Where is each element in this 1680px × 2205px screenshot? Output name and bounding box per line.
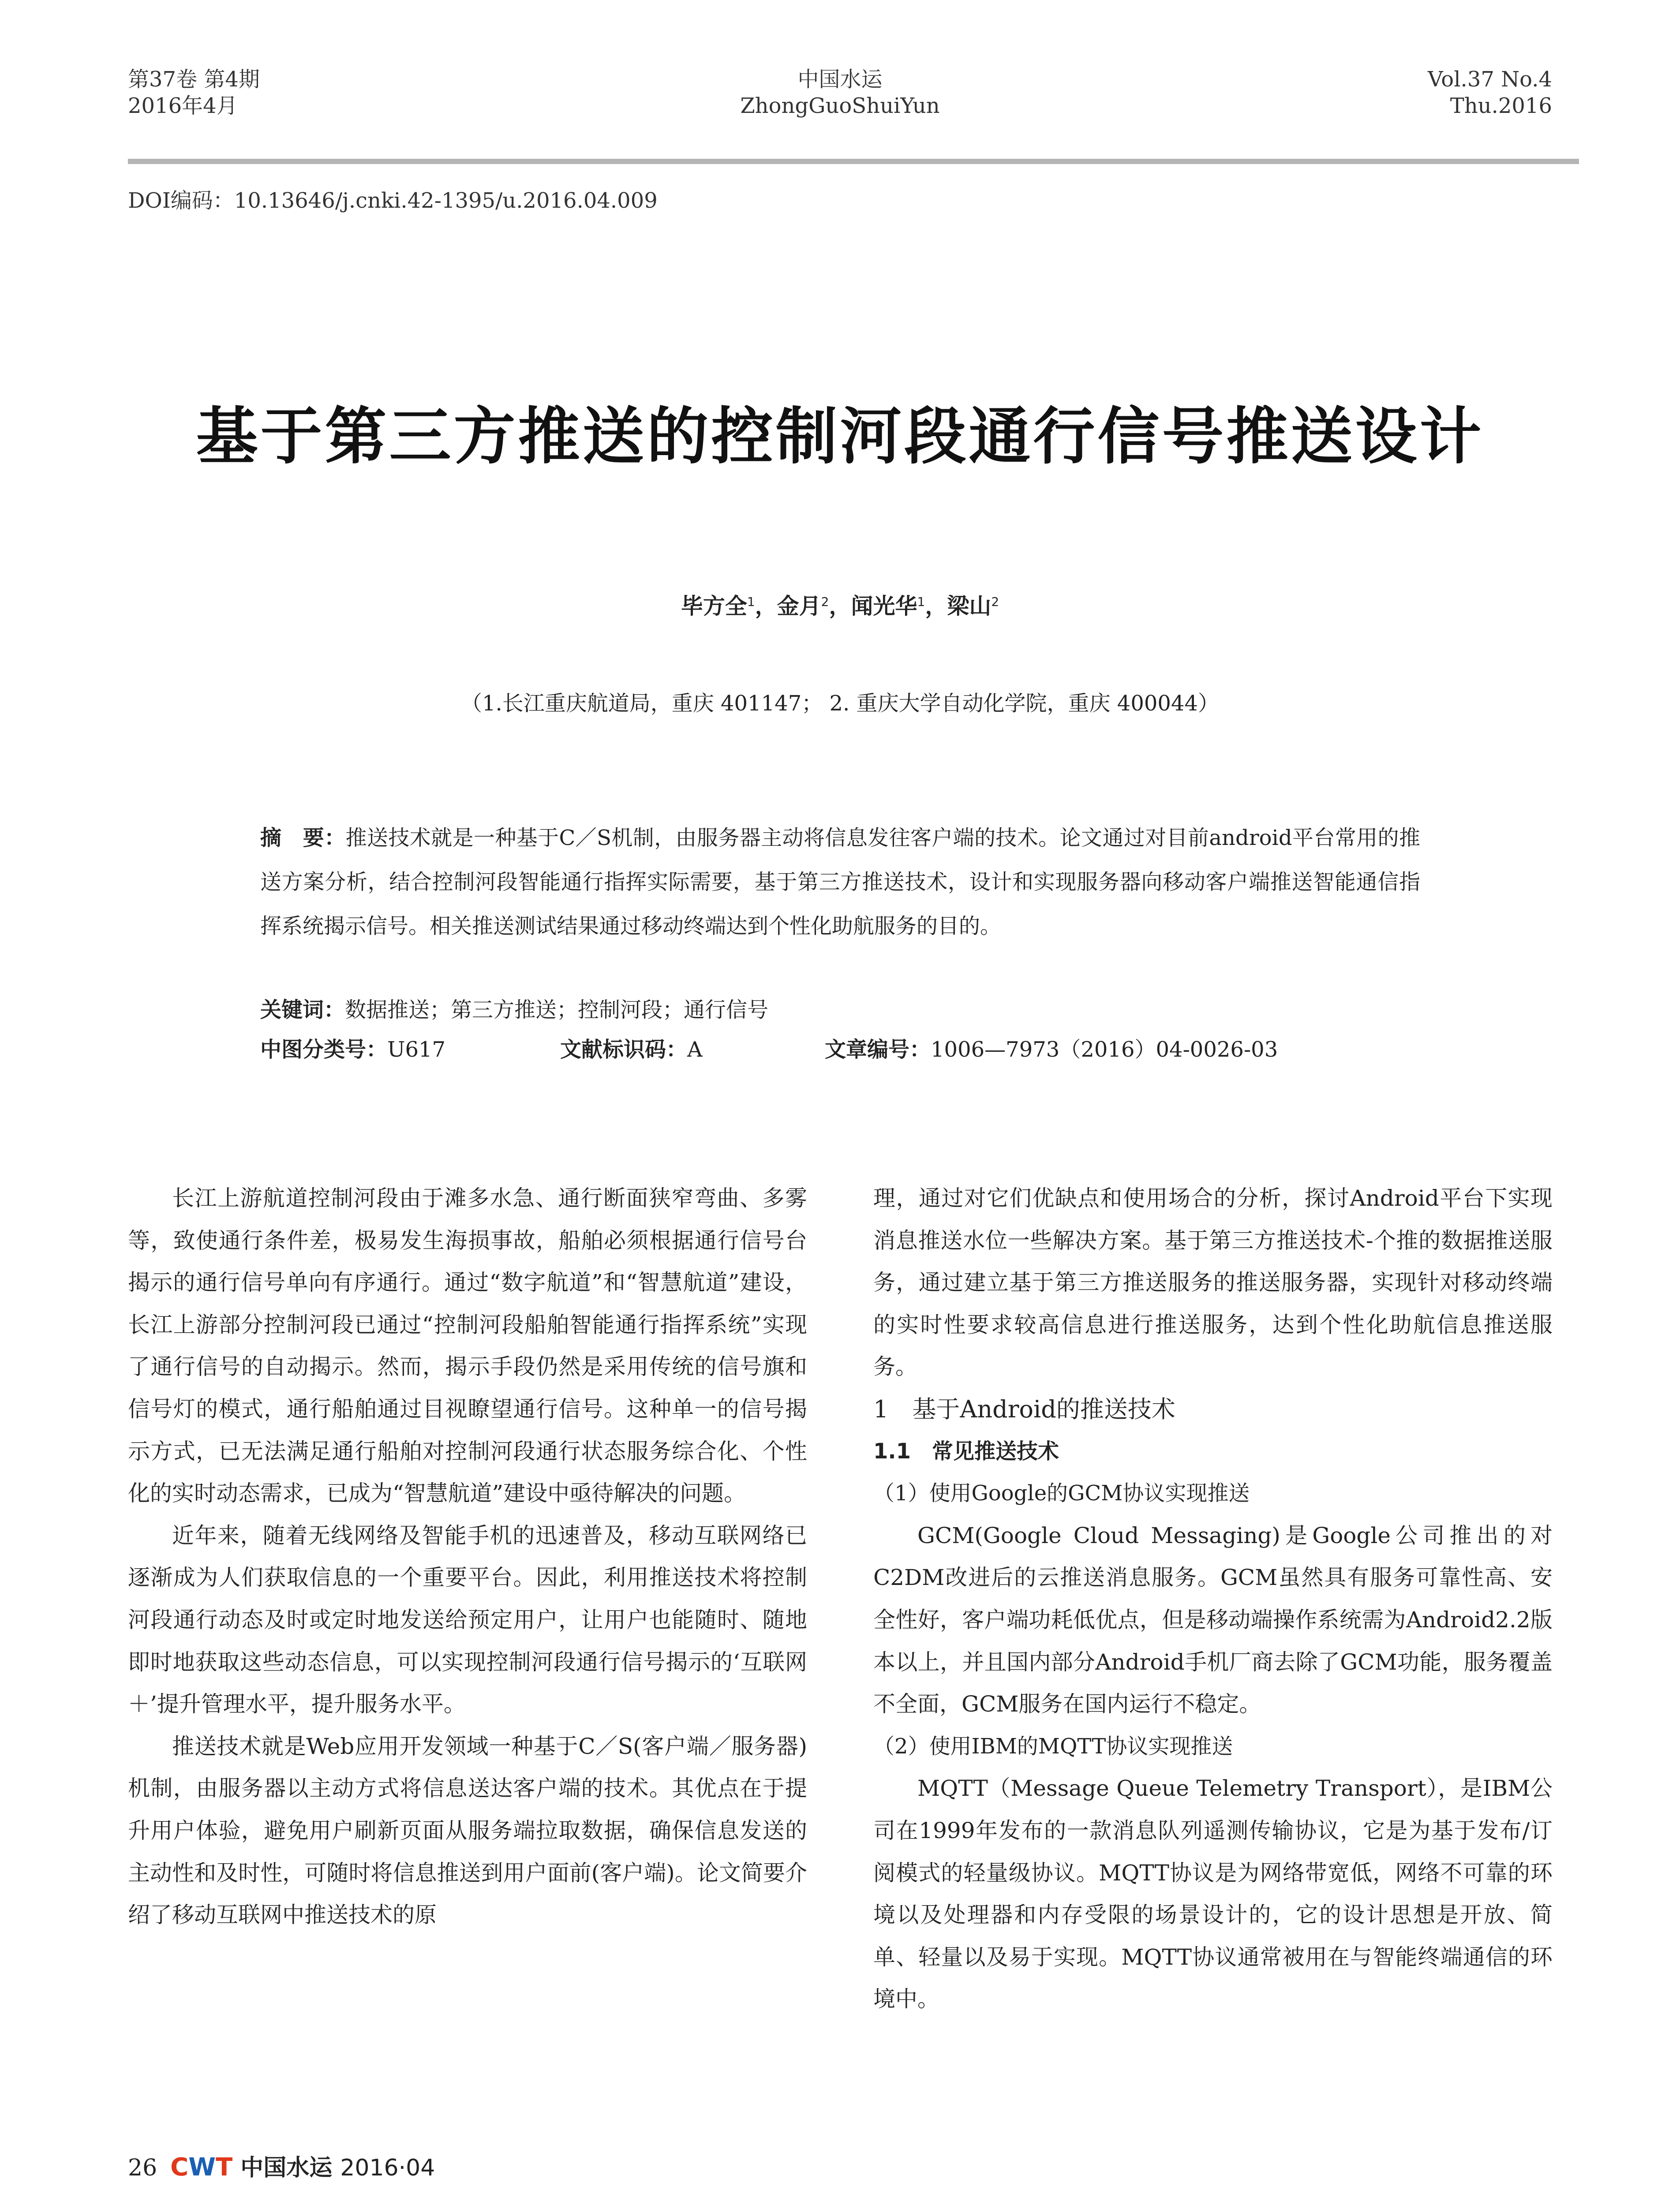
paper-title: 基于第三方推送的控制河段通行信号推送设计	[196, 400, 1484, 473]
journal-volume-en	[1428, 66, 1552, 119]
body-paragraph: 近年来，随着无线网络及智能手机的迅速普及，移动互联网络已逐渐成为人们获取信息的一个重要平台。因此，利用推送技术将控制河段通行动态及时或定时地发送给预定用户，让用户也能随时、随地即时地获取这些动态信息，可以实现控制河段通行信号揭示的‘互联网＋’提升管理水平，提升服务水平。	[128, 1522, 807, 1717]
body-paragraph: 长江上游航道控制河段由于滩多水急、通行断面狭窄弯曲、多雾等，致使通行条件差，极易发生海损事故，船舶必须根据通行信号台揭示的通行信号单向有序通行。通过“数字航道”和“智慧航道”建设，长江上游部分控制河段已通过“控制河段船舶智能通行指挥系统”实现了通行信号的自动揭示。然而，揭示手段仍然是采用传统的信号旗和信号灯的模式，通行船舶通过目视瞭望通行信号。这种单一的信号揭示方式，已无法满足通行船舶对控制河段通行状态服务综合化、个性化的实时动态需求，已成为“智慧航道”建设中亟待解决的问题。	[128, 1185, 807, 1506]
article-number-value: 1006—7973（2016）04-0026-03	[931, 1037, 1278, 1062]
header-rule	[128, 159, 1579, 164]
author-affiliation-mark: 2	[821, 594, 829, 609]
body-paragraph: MQTT（Message Queue Telemetry Transport），是IBM公司在1999年发布的一款消息队列遥测传输协议，它是为基于发布/订阅模式的轻量级协议。MQTT协议是为网络带宽低，网络不可靠的环境以及处理器和内存受限的场景设计的，它的设计思想是开放、简单、轻量以及易于实现。MQTT协议通常被用在与智能终端通信的环境中。	[873, 1775, 1553, 2012]
doi-code: DOI编码：10.13646/j.cnki.42-1395/u.2016.04.009	[128, 188, 658, 213]
clc-value: U617	[387, 1037, 446, 1062]
footer-issue: 2016·04	[340, 2155, 435, 2181]
author-affiliation-mark: 2	[991, 594, 999, 609]
doc-label: 文献标识码：	[560, 1037, 688, 1062]
journal-name-pinyin: ZhongGuoShuiYun	[740, 93, 940, 118]
issue-date-text: 2016年4月	[128, 93, 238, 118]
abstract	[260, 816, 1420, 948]
article-number-label: 文章编号：	[825, 1037, 931, 1062]
footer-magazine-name: 中国水运	[240, 2155, 333, 2181]
section-heading: 1 基于Android的推送技术	[873, 1395, 1175, 1423]
doc-value: A	[687, 1037, 703, 1062]
list-item-heading: （2）使用IBM的MQTT协议实现推送	[873, 1734, 1233, 1759]
author-list	[0, 587, 1680, 622]
clc-code	[260, 1032, 445, 1067]
keywords-text: 数据推送；第三方推送；控制河段；通行信号	[345, 998, 769, 1022]
keywords-label: 关键词：	[260, 998, 345, 1022]
cwt-logo	[170, 2153, 232, 2182]
abstract-text: 推送技术就是一种基于C／S机制，由服务器主动将信息发往客户端的技术。论文通过对目前android平台常用的推送方案分析，结合控制河段智能通行指挥实际需要，基于第三方推送技术，设计和实现服务器向移动客户端推送智能通信指挥系统揭示信号。相关推送测试结果通过移动终端达到个性化助航服务的目的。	[260, 826, 1420, 938]
volume-en-text: Vol.37 No.4	[1428, 67, 1552, 92]
abstract-label: 摘 要：	[260, 826, 346, 850]
author-name: 毕方全	[681, 593, 747, 619]
journal-name-cn: 中国水运	[797, 67, 883, 92]
author-separator: ，	[755, 593, 777, 619]
author-name: 金月	[777, 593, 821, 619]
body-paragraph: GCM(Google Cloud Messaging)是Google公司推出的对C2DM改进后的云推送消息服务。GCM虽然具有服务可靠性高、安全性好，客户端功耗低优点，但是移动端操作系统需为Android2.2版本以上，并且国内部分Android手机厂商去除了GCM功能，服务覆盖不全面，GCM服务在国内运行不稳定。	[873, 1522, 1553, 1717]
affiliation: （1.长江重庆航道局，重庆 401147； 2. 重庆大学自动化学院，重庆 400044）	[460, 691, 1220, 716]
keywords	[260, 992, 768, 1028]
date-en-text: Thu.2016	[1450, 93, 1552, 118]
logo-letter: T	[216, 2153, 233, 2182]
article-number	[825, 1032, 1278, 1067]
page-number: 26	[128, 2155, 157, 2181]
body-right-column	[873, 1177, 1553, 2021]
logo-letter: C	[170, 2153, 189, 2182]
logo-letter: W	[188, 2153, 216, 2182]
author-name: 梁山	[947, 593, 992, 619]
clc-label: 中图分类号：	[260, 1037, 388, 1062]
body-paragraph: 理，通过对它们优缺点和使用场合的分析，探讨Android平台下实现消息推送水位一些解决方案。基于第三方推送技术-个推的数据推送服务，通过建立基于第三方推送服务的推送服务器，实现针对移动终端的实时性要求较高信息进行推送服务，达到个性化助航信息推送服务。	[873, 1185, 1553, 1380]
doc-code	[560, 1032, 703, 1067]
author-name: 闻光华	[851, 593, 917, 619]
list-item-heading: （1）使用Google的GCM协议实现推送	[873, 1481, 1250, 1506]
author-separator: ，	[925, 593, 947, 619]
page-footer	[128, 2152, 435, 2183]
body-left-column	[128, 1177, 807, 1936]
author-affiliation-mark: 1	[747, 594, 755, 609]
subsection-heading: 1.1 常见推送技术	[873, 1439, 1059, 1464]
body-paragraph: 推送技术就是Web应用开发领域一种基于C／S(客户端／服务器)机制，由服务器以主动方式将信息送达客户端的技术。其优点在于提升用户体验，避免用户刷新页面从服务端拉取数据，确保信息发送的主动性和及时性，可随时将信息推送到用户面前(客户端)。论文简要介绍了移动互联网中推送技术的原	[128, 1733, 807, 1928]
volume-issue-text: 第37卷 第4期	[128, 67, 260, 92]
author-separator: ，	[829, 593, 851, 619]
author-affiliation-mark: 1	[917, 594, 925, 609]
